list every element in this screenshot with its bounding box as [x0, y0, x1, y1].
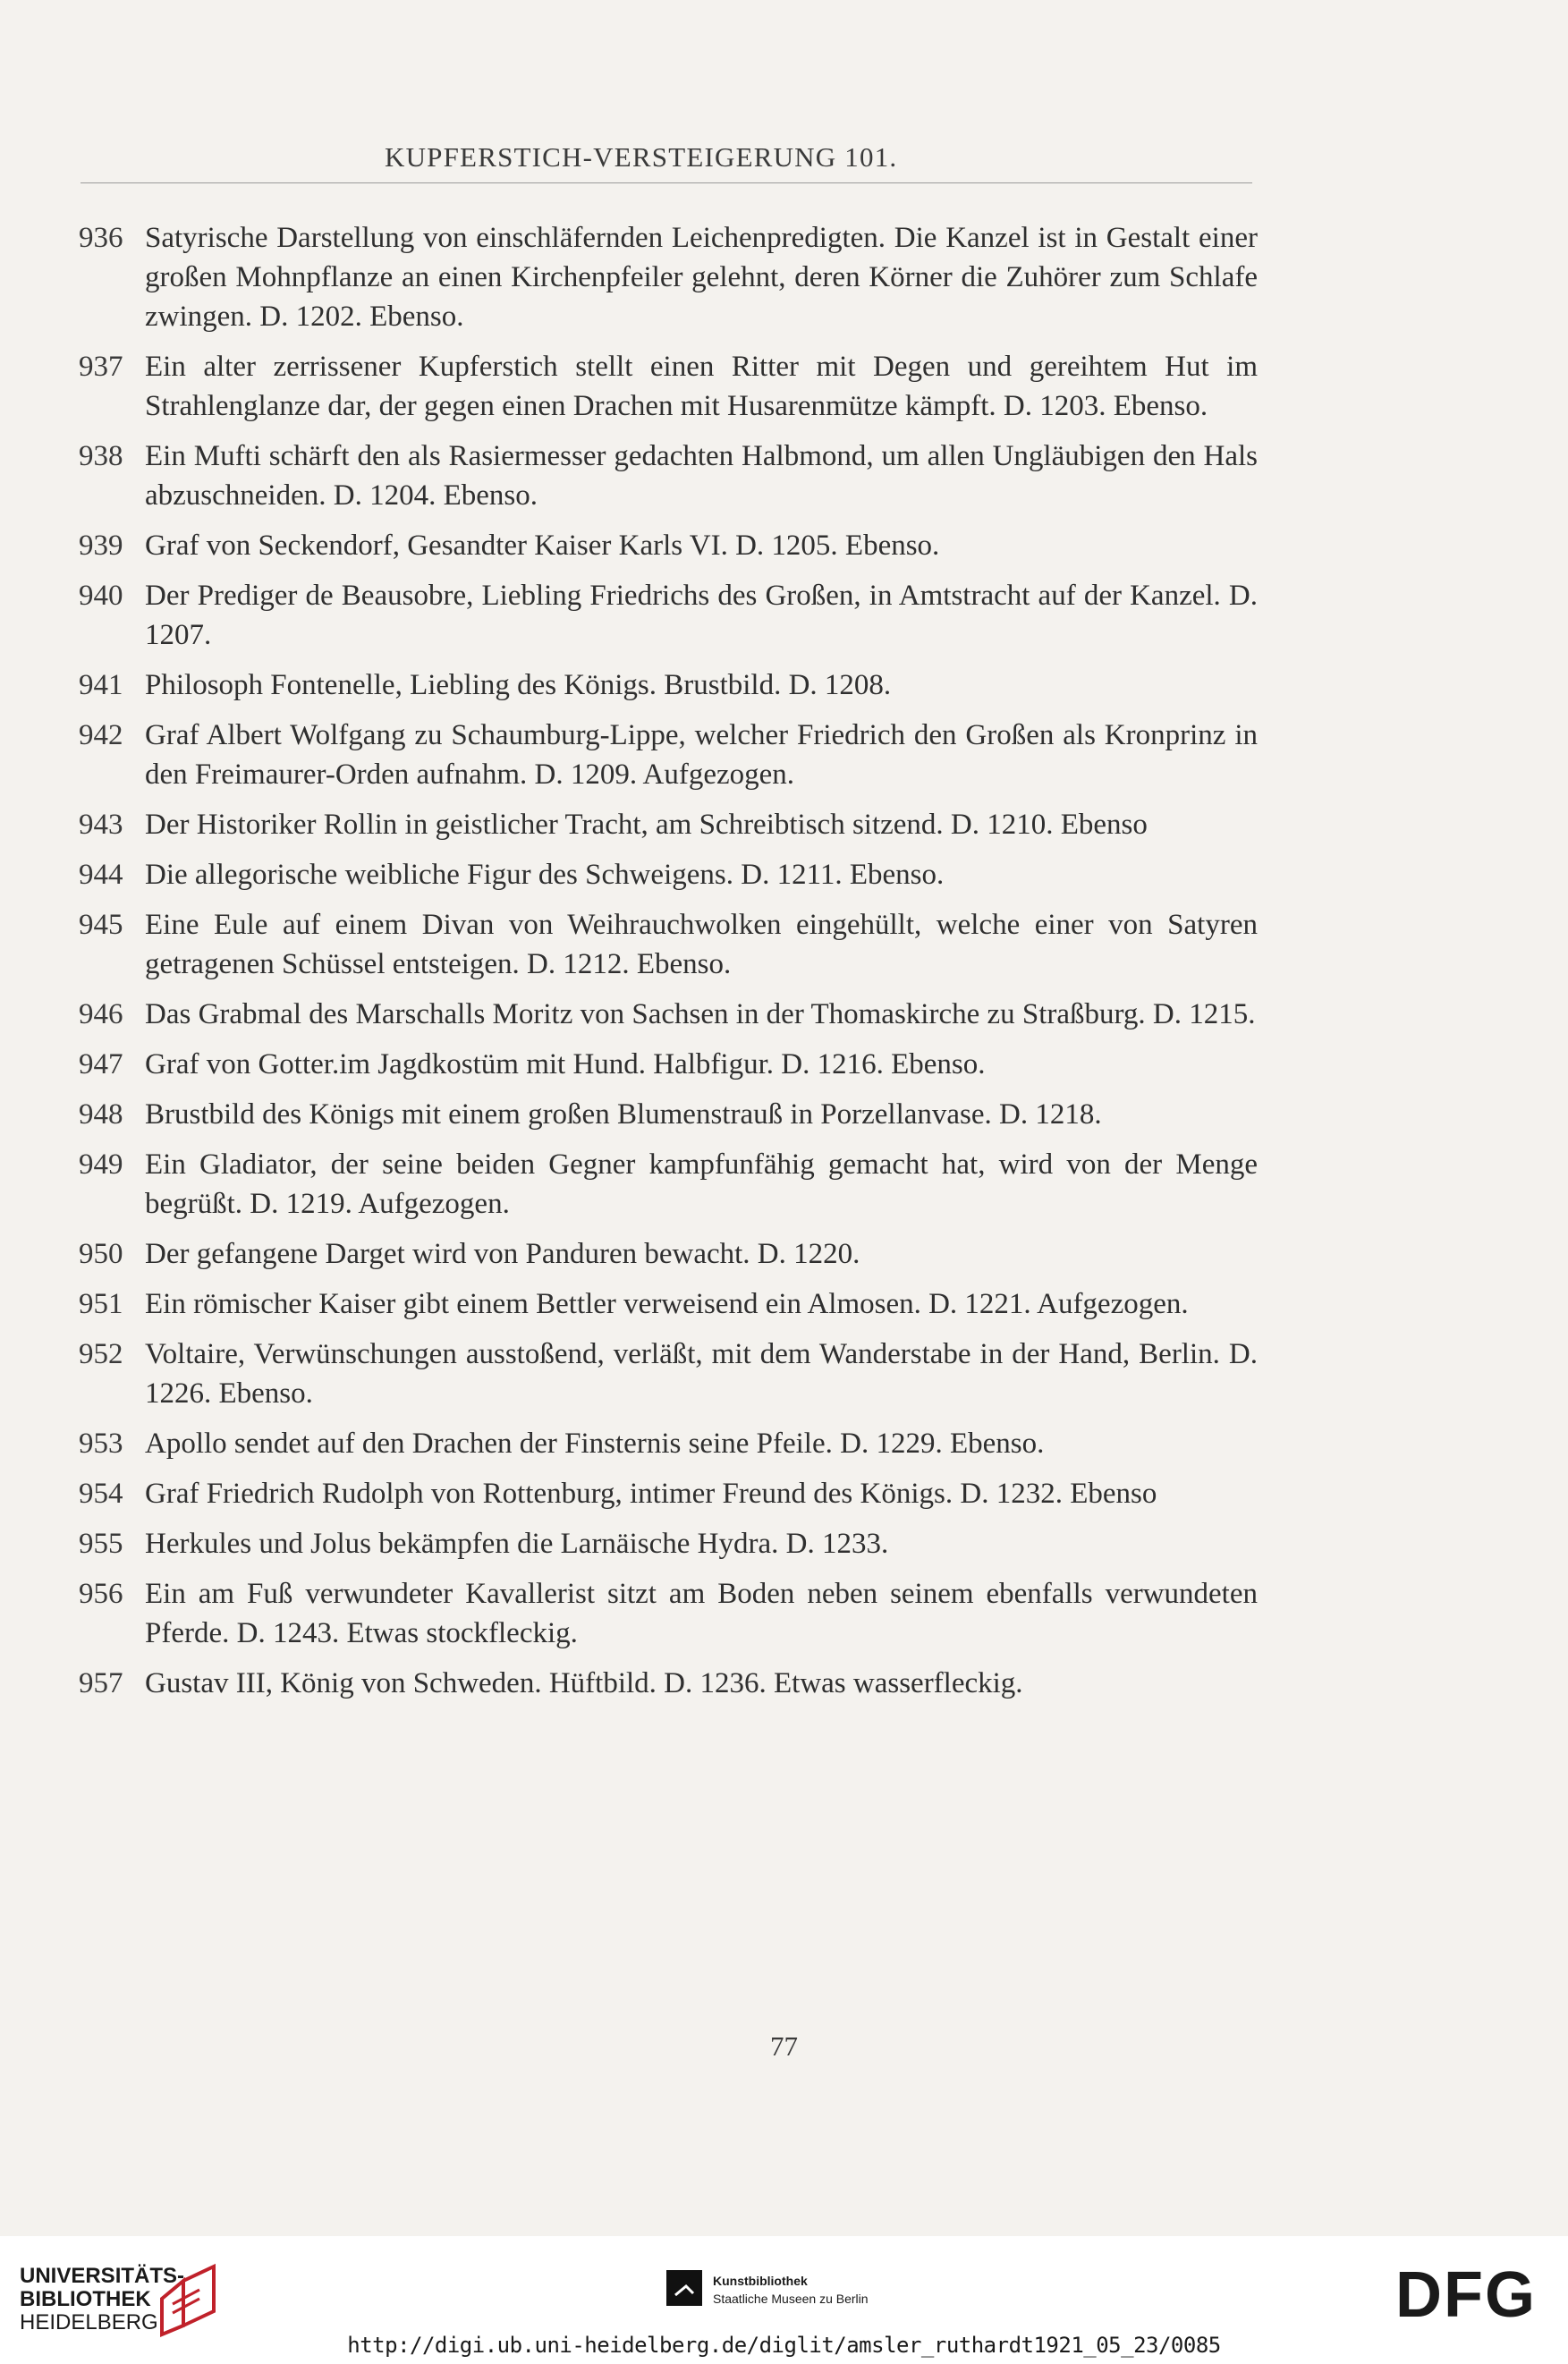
running-head: KUPFERSTICH-VERSTEIGERUNG 101. — [385, 141, 898, 173]
entry-description: Apollo sendet auf den Drachen der Finsternis seine Pfeile. D. 1229. Ebenso. — [145, 1428, 1045, 1460]
entry-number: 945 — [79, 909, 123, 941]
entry-number: 936 — [79, 222, 123, 254]
entry-number: 938 — [79, 440, 123, 472]
entry-description: Graf von Gotter.im Jagdkostüm mit Hund. Halbfigur. D. 1216. Ebenso. — [145, 1048, 986, 1080]
entry-number: 941 — [79, 669, 123, 701]
entry-description: Satyrische Darstellung von einschläfernden Leichenpredigten. Die Kanzel ist in Gestalt einer großen Mohnpflanze an einen Kirchenpfeiler gelehnt, deren Körner die Zuhörer zum Schlafe zwingen. D. 1202. Ebenso. — [145, 222, 1258, 333]
entry-number: 956 — [79, 1578, 123, 1610]
catalogue-entry — [79, 1234, 1258, 1274]
entry-description: Ein römischer Kaiser gibt einem Bettler verweisend ein Almosen. D. 1221. Aufgezogen. — [145, 1288, 1189, 1320]
dfg-logo[interactable]: DFG — [1395, 2259, 1537, 2331]
catalogue-entry — [79, 1424, 1258, 1463]
entry-number: 953 — [79, 1428, 123, 1460]
entry-description: Philosoph Fontenelle, Liebling des Königs. Brustbild. D. 1208. — [145, 669, 892, 701]
entry-number: 944 — [79, 859, 123, 891]
footer-bar — [0, 2236, 1568, 2364]
page-number: 77 — [770, 2030, 798, 2062]
catalogue-entry — [79, 1524, 1258, 1563]
entry-number: 950 — [79, 1238, 123, 1270]
catalogue-entry — [79, 1145, 1258, 1224]
entry-number: 954 — [79, 1478, 123, 1510]
catalogue-entry — [79, 436, 1258, 515]
entry-description: Ein alter zerrissener Kupferstich stellt einen Ritter mit Degen und gereihtem Hut im Strahlenglanze dar, der gegen einen Drachen mit Husarenmütze kämpft. D. 1203. Ebenso. — [145, 351, 1258, 422]
catalogue-entry — [79, 1664, 1258, 1703]
catalogue-entry — [79, 805, 1258, 844]
entry-number: 943 — [79, 809, 123, 841]
ub-logo-line2: BIBLIOTHEK — [20, 2287, 151, 2311]
kb-line1: Kunstbibliothek — [713, 2274, 808, 2288]
entry-number: 955 — [79, 1528, 123, 1560]
entry-number: 937 — [79, 351, 123, 383]
entry-description: Graf Friedrich Rudolph von Rottenburg, intimer Freund des Königs. D. 1232. Ebenso — [145, 1478, 1157, 1510]
catalogue-entry — [79, 665, 1258, 705]
kunstbibliothek-icon — [666, 2270, 702, 2306]
entry-description: Brustbild des Königs mit einem großen Blumenstrauß in Porzellanvase. D. 1218. — [145, 1098, 1102, 1131]
catalogue-entry — [79, 1284, 1258, 1324]
entry-description: Ein Mufti schärft den als Rasiermesser gedachten Halbmond, um allen Ungläubigen den Hals abzuschneiden. D. 1204. Ebenso. — [145, 440, 1258, 512]
header-rule — [81, 182, 1252, 183]
entry-description: Das Grabmal des Marschalls Moritz von Sachsen in der Thomaskirche zu Straßburg. D. 1215. — [145, 998, 1256, 1030]
catalogue-entry — [79, 716, 1258, 794]
entry-description: Ein Gladiator, der seine beiden Gegner kampfunfähig gemacht hat, wird von der Menge begrüßt. D. 1219. Aufgezogen. — [145, 1148, 1258, 1220]
catalogue-entry — [79, 855, 1258, 894]
ub-logo-line3: HEIDELBERG — [20, 2310, 158, 2334]
catalogue-entry — [79, 1574, 1258, 1653]
entry-number: 952 — [79, 1338, 123, 1370]
entry-number: 951 — [79, 1288, 123, 1320]
entry-number: 940 — [79, 580, 123, 612]
entry-description: Herkules und Jolus bekämpfen die Larnäische Hydra. D. 1233. — [145, 1528, 889, 1560]
entry-number: 948 — [79, 1098, 123, 1131]
catalogue-entry — [79, 1474, 1258, 1513]
entry-description: Graf Albert Wolfgang zu Schaumburg-Lippe, welcher Friedrich den Großen als Kronprinz in den Freimaurer-Orden aufnahm. D. 1209. Aufgezogen. — [145, 719, 1258, 791]
entry-description: Ein am Fuß verwundeter Kavallerist sitzt am Boden neben seinem ebenfalls verwundeten Pferde. D. 1243. Etwas stockfleckig. — [145, 1578, 1258, 1649]
entry-description: Eine Eule auf einem Divan von Weihrauchwolken eingehüllt, welche einer von Satyren getragenen Schüssel entsteigen. D. 1212. Ebenso. — [145, 909, 1258, 980]
catalogue-entry — [79, 1095, 1258, 1134]
entry-number: 942 — [79, 719, 123, 751]
catalogue-entry — [79, 905, 1258, 984]
entry-description: Graf von Seckendorf, Gesandter Kaiser Karls VI. D. 1205. Ebenso. — [145, 530, 940, 562]
catalogue-entries — [79, 218, 1258, 1714]
catalogue-entry — [79, 995, 1258, 1034]
catalogue-entry — [79, 218, 1258, 336]
entry-description: Der Prediger de Beausobre, Liebling Friedrichs des Großen, in Amtstracht auf der Kanzel. D. 1207. — [145, 580, 1258, 651]
entry-number: 949 — [79, 1148, 123, 1181]
ub-logo-line1: UNIVERSITÄTS- — [20, 2264, 185, 2288]
catalogue-entry — [79, 1335, 1258, 1413]
catalogue-entry — [79, 576, 1258, 655]
entry-description: Gustav III, König von Schweden. Hüftbild. D. 1236. Etwas wasserfleckig. — [145, 1667, 1023, 1699]
entry-number: 939 — [79, 530, 123, 562]
ub-book-icon — [157, 2263, 219, 2338]
entry-description: Der gefangene Darget wird von Panduren bewacht. D. 1220. — [145, 1238, 860, 1270]
kb-line2: Staatliche Museen zu Berlin — [713, 2292, 869, 2306]
entry-number: 947 — [79, 1048, 123, 1080]
entry-number: 946 — [79, 998, 123, 1030]
permalink-url[interactable]: http://digi.ub.uni-heidelberg.de/diglit/amsler_ruthardt1921_05_23/0085 — [347, 2333, 1221, 2358]
entry-description: Voltaire, Verwünschungen ausstoßend, verläßt, mit dem Wanderstabe in der Hand, Berlin. D. 1226. Ebenso. — [145, 1338, 1258, 1410]
entry-description: Der Historiker Rollin in geistlicher Tracht, am Schreibtisch sitzend. D. 1210. Ebenso — [145, 809, 1148, 841]
entry-description: Die allegorische weibliche Figur des Schweigens. D. 1211. Ebenso. — [145, 859, 945, 891]
catalogue-entry — [79, 526, 1258, 565]
entry-number: 957 — [79, 1667, 123, 1699]
catalogue-entry — [79, 1045, 1258, 1084]
catalogue-entry — [79, 347, 1258, 426]
